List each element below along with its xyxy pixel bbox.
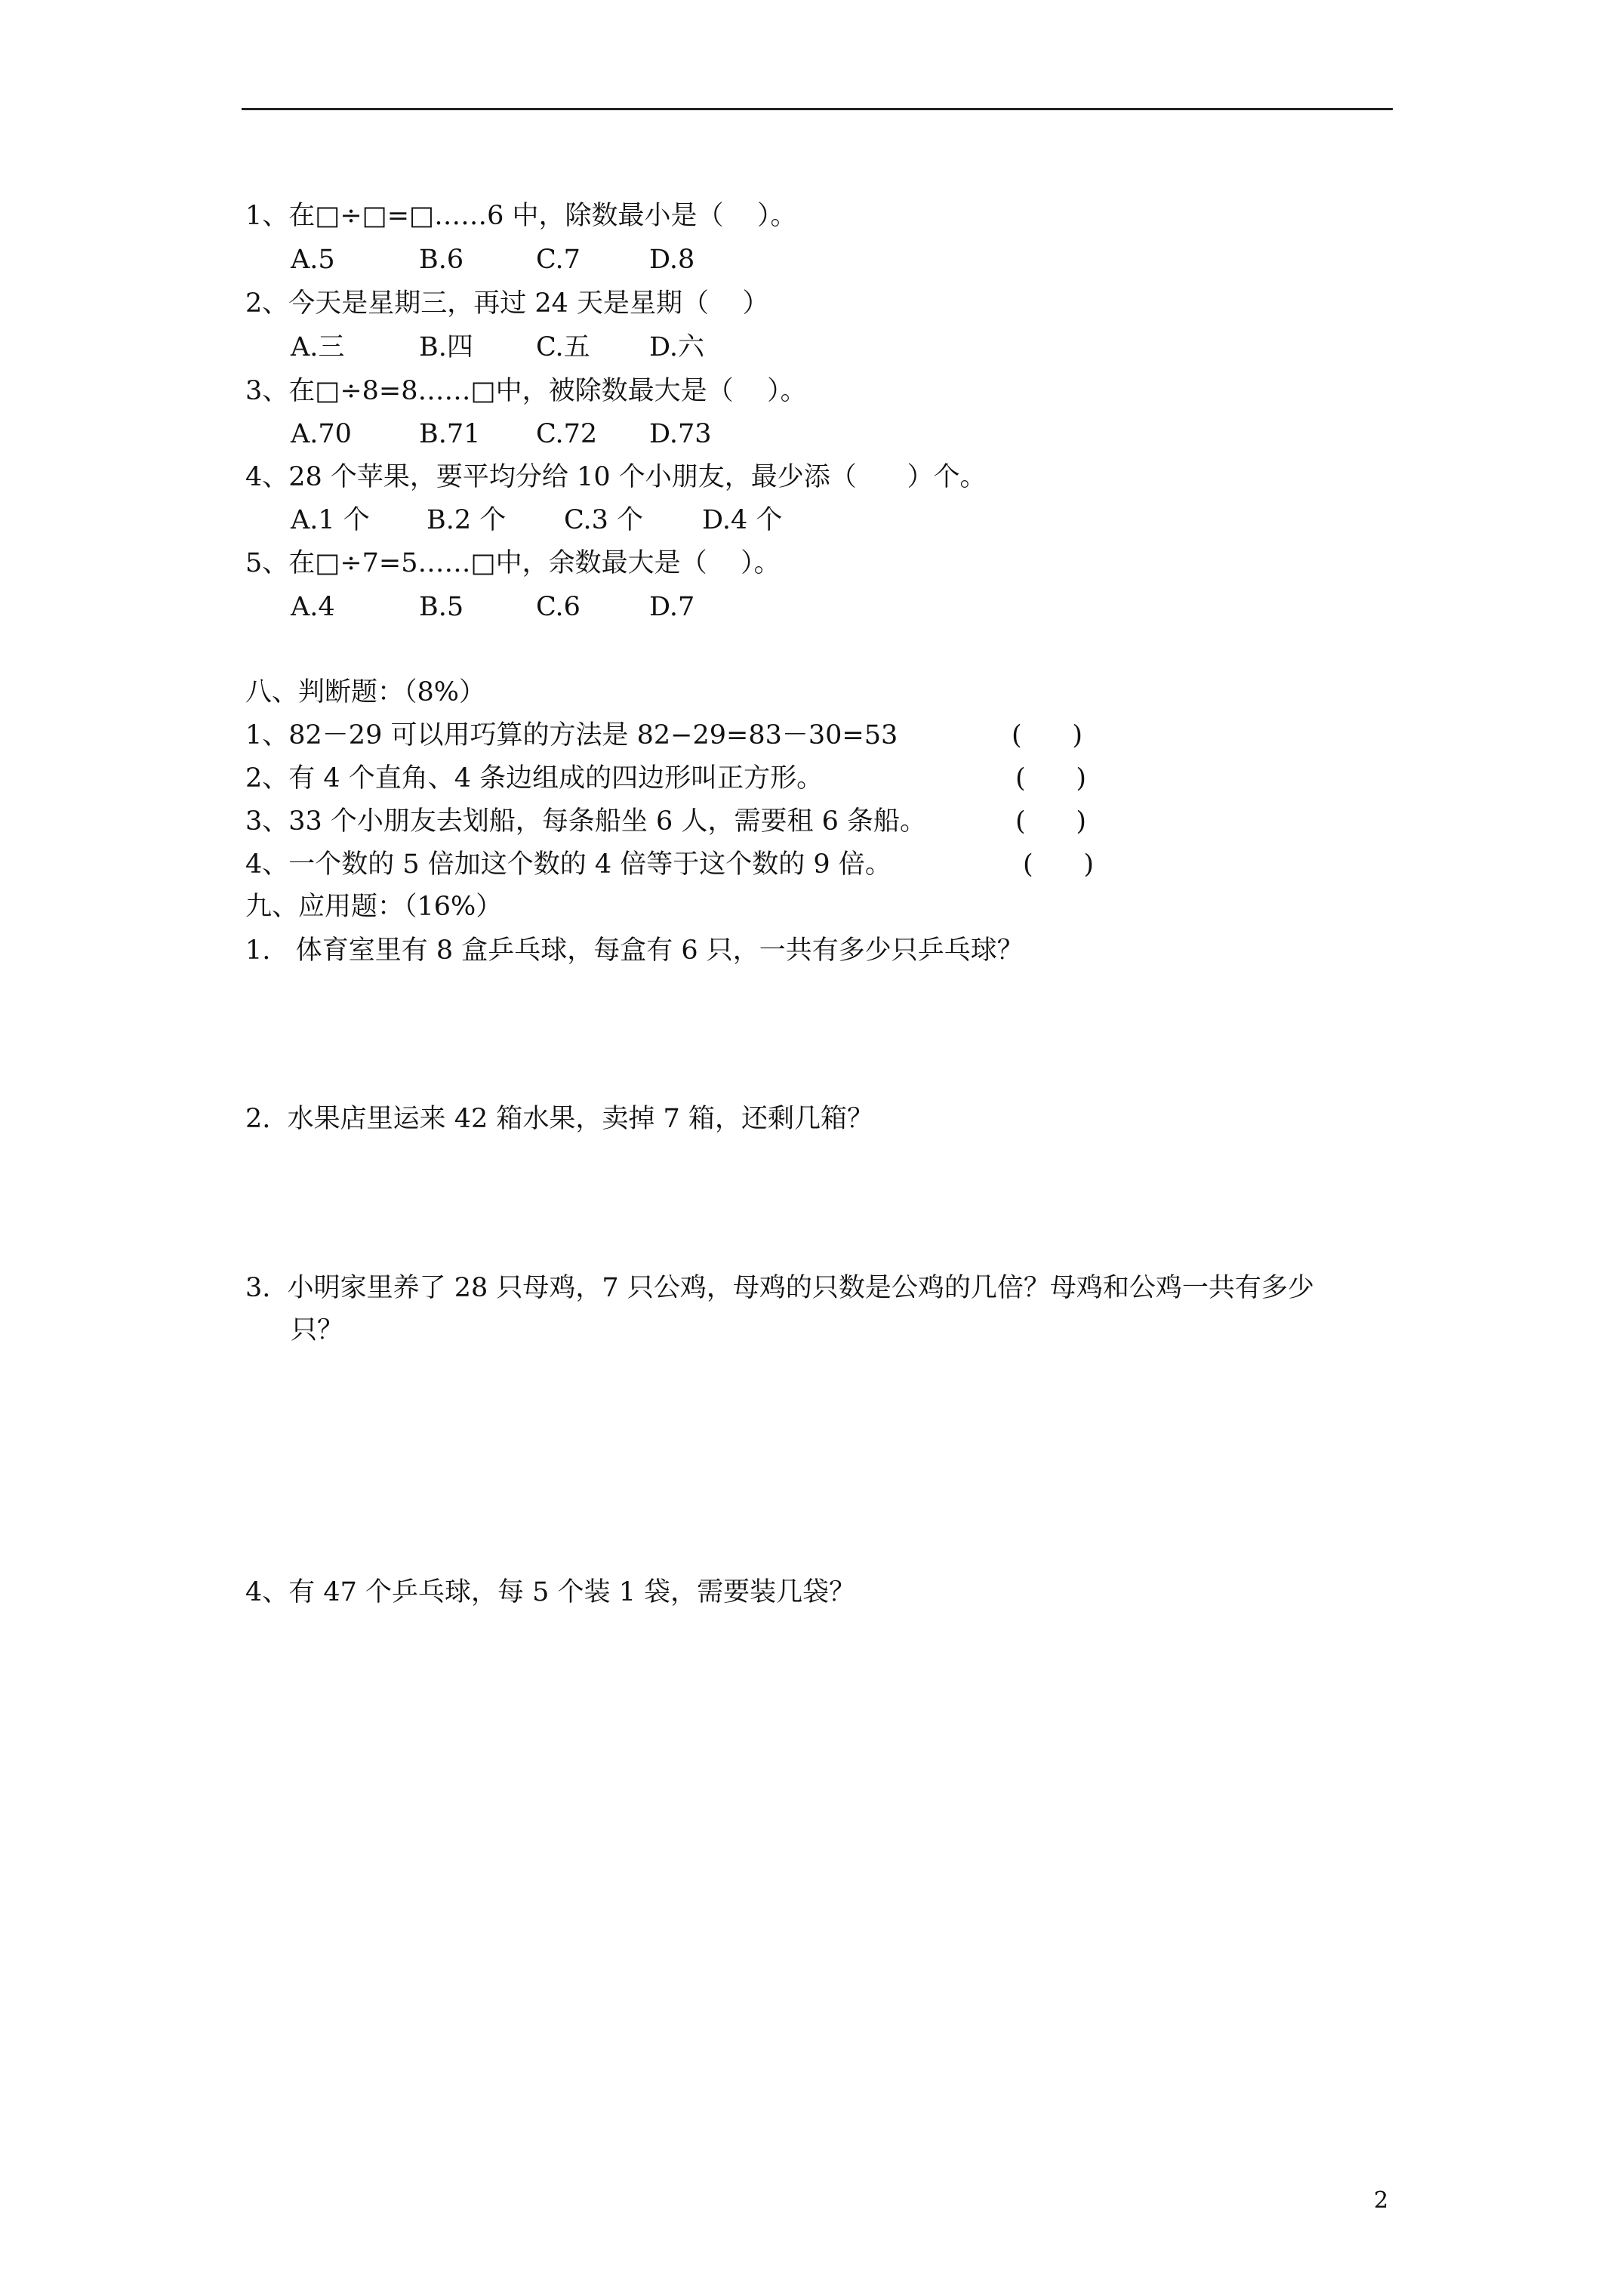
option-c[interactable]: C.3 个 — [564, 505, 644, 535]
section-heading-judgement: 八、判断题：（8%） — [245, 677, 486, 707]
word-problem-2: 2. 水果店里运来 42 箱水果，卖掉 7 箱，还剩几箱？ — [245, 1104, 873, 1134]
word-problem-3-continued: 只？ — [291, 1315, 344, 1345]
option-a[interactable]: A.70 — [291, 419, 352, 449]
mc-question-2: 2、今天是星期三，再过 24 天是星期（ ） — [245, 288, 769, 319]
option-c[interactable]: C.7 — [536, 245, 581, 275]
header-rule — [242, 108, 1393, 110]
option-d[interactable]: D.六 — [649, 332, 704, 362]
option-b[interactable]: B.6 — [419, 245, 464, 275]
option-b[interactable]: B.2 个 — [427, 505, 507, 535]
option-b[interactable]: B.71 — [419, 419, 481, 449]
option-c[interactable]: C.五 — [536, 332, 590, 362]
mc-question-1: 1、在□÷□=□……6 中，除数最小是（ ）。 — [245, 201, 797, 231]
mc-question-3: 3、在□÷8=8……□中，被除数最大是（ ）。 — [245, 376, 807, 406]
option-d[interactable]: D.73 — [649, 419, 712, 449]
option-c[interactable]: C.6 — [536, 592, 581, 622]
option-a[interactable]: A.三 — [291, 332, 345, 362]
judge-statement-4: 4、一个数的 5 倍加这个数的 4 倍等于这个数的 9 倍。 — [245, 849, 892, 880]
option-d[interactable]: D.7 — [649, 592, 695, 622]
page-number: 2 — [1374, 2187, 1389, 2214]
option-b[interactable]: B.四 — [419, 332, 473, 362]
section-heading-applied: 九、应用题：（16%） — [245, 892, 503, 922]
option-a[interactable]: A.5 — [291, 245, 335, 275]
option-d[interactable]: D.8 — [649, 245, 695, 275]
answer-paren[interactable]: ( ) — [1015, 763, 1087, 794]
judge-statement-2: 2、有 4 个直角、4 条边组成的四边形叫正方形。 — [245, 763, 824, 794]
option-b[interactable]: B.5 — [419, 592, 464, 622]
answer-paren[interactable]: ( ) — [1023, 849, 1095, 880]
option-d[interactable]: D.4 个 — [702, 505, 783, 535]
answer-paren[interactable]: ( ) — [1015, 806, 1087, 837]
word-problem-1: 1. 体育室里有 8 盒乒乓球，每盒有 6 只，一共有多少只乒乓球？ — [245, 935, 1024, 966]
option-a[interactable]: A.1 个 — [291, 505, 370, 535]
word-problem-4: 4、有 47 个乒乓球，每 5 个装 1 袋，需要装几袋？ — [245, 1577, 856, 1607]
judge-statement-3: 3、33 个小朋友去划船，每条船坐 6 人，需要租 6 条船。 — [245, 806, 926, 837]
mc-question-5: 5、在□÷7=5……□中，余数最大是（ ）。 — [245, 548, 781, 578]
option-c[interactable]: C.72 — [536, 419, 598, 449]
judge-statement-1: 1、82－29 可以用巧算的方法是 82−29=83－30=53 — [245, 720, 898, 750]
mc-question-4: 4、28 个苹果，要平均分给 10 个小朋友，最少添（ ）个。 — [245, 462, 987, 492]
option-a[interactable]: A.4 — [291, 592, 335, 622]
answer-paren[interactable]: ( ) — [1012, 720, 1083, 750]
word-problem-3: 3. 小明家里养了 28 只母鸡，7 只公鸡，母鸡的只数是公鸡的几倍？母鸡和公鸡一共有多少 — [245, 1273, 1314, 1303]
